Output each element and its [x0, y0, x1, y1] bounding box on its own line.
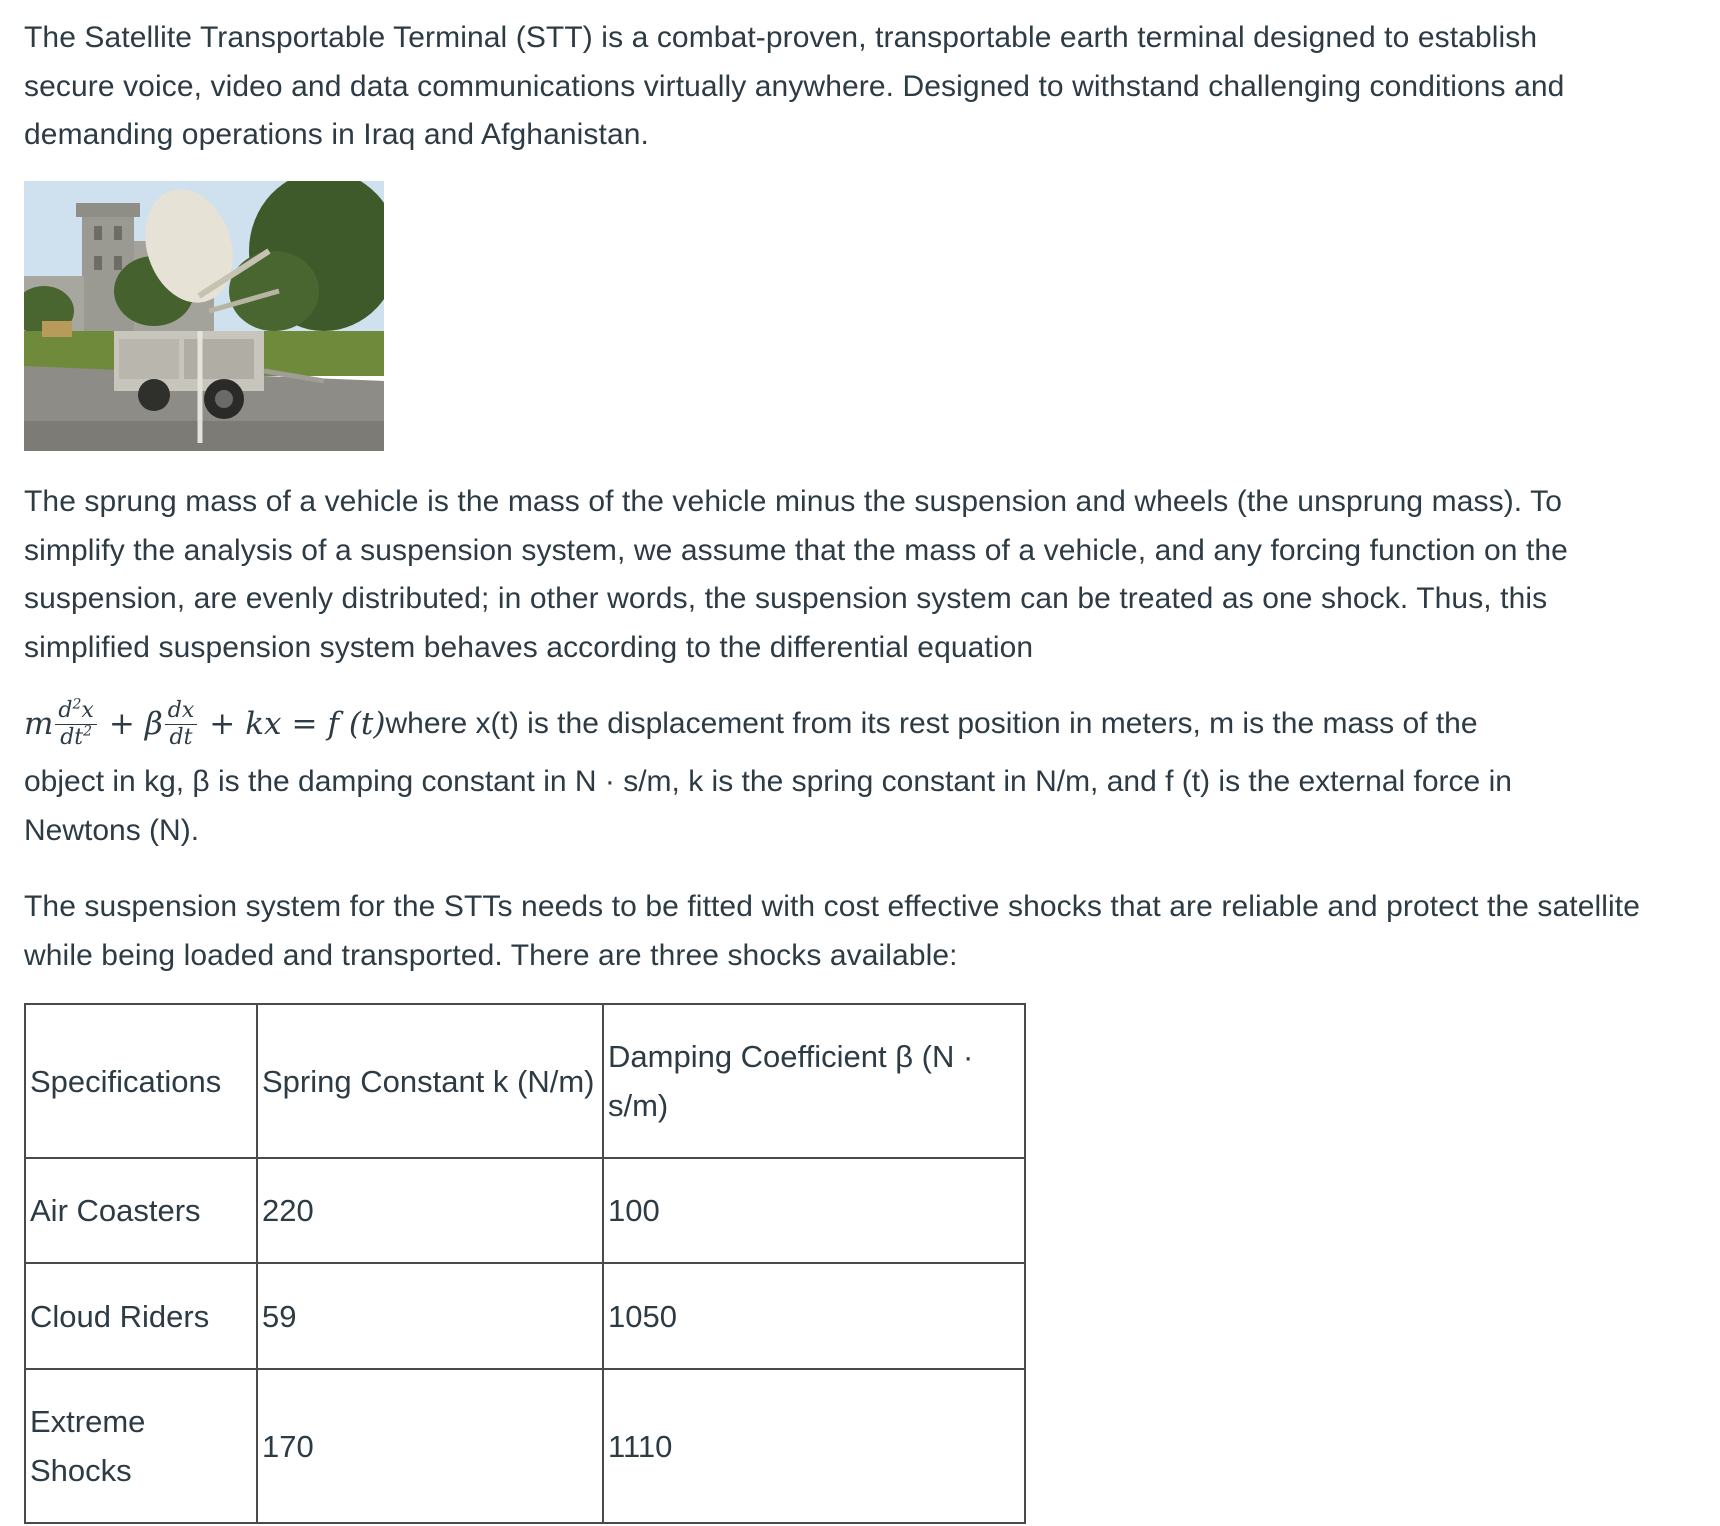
table-row — [25, 1369, 1025, 1523]
table-header-row — [25, 1004, 1025, 1158]
damping-coefficient-value: 100 — [603, 1158, 1025, 1263]
header-specifications: Specifications — [25, 1004, 257, 1158]
first-derivative-fraction — [165, 697, 198, 750]
eq-plus-1: + — [108, 705, 135, 742]
intro-paragraph: The Satellite Transportable Terminal (STT) is a combat-proven, transportable earth terminal designed to establish secure voice, video and data communications virtually anywhere. Designed to withstand challenging conditions and demanding operations in Iraq and Afghanistan. — [24, 21, 1565, 151]
eq-d2-num-x: x — [81, 697, 94, 723]
damping-coefficient-value: 1110 — [603, 1369, 1025, 1523]
differential-equation-block — [24, 690, 1634, 855]
second-derivative-fraction — [55, 696, 96, 750]
shocks-available-paragraph: The suspension system for the STTs needs to be fitted with cost effective shocks that are reliable and protect the satellite while being loaded and transported. There are three shocks available: — [24, 890, 1641, 972]
eq-equals: = — [291, 705, 318, 742]
eq-forcing-term: f (t) — [327, 705, 386, 742]
eq-d2-num-sup: 2 — [72, 696, 82, 713]
satellite-dish-trailer-photo — [24, 181, 384, 451]
spring-constant-value: 220 — [257, 1158, 603, 1263]
eq-dx-num: dx — [165, 700, 198, 725]
spring-constant-value: 59 — [257, 1263, 603, 1369]
damping-coefficient-value: 1050 — [603, 1263, 1025, 1369]
table-row — [25, 1158, 1025, 1263]
equation-line — [24, 690, 1634, 758]
eq-mass-symbol: m — [24, 705, 54, 742]
shock-name: Cloud Riders — [25, 1263, 257, 1369]
spring-constant-value: 170 — [257, 1369, 603, 1523]
equation-explanation-rest: object in kg, β is the damping constant in N · s/m, k is the spring constant in N/m, and f (t) is the external force in Newtons (N). — [24, 765, 1512, 847]
eq-kx-term: kx — [245, 705, 282, 742]
eq-beta-symbol: β — [144, 705, 163, 742]
shock-name: Extreme Shocks — [25, 1369, 257, 1523]
differential-equation — [24, 696, 386, 750]
eq-plus-2: + — [209, 705, 236, 742]
eq-d2-den: dt — [60, 724, 84, 750]
header-spring-constant: Spring Constant k (N/m) — [257, 1004, 603, 1158]
eq-d2-den-sup: 2 — [83, 723, 93, 740]
table-row — [25, 1263, 1025, 1369]
sprung-mass-paragraph: The sprung mass of a vehicle is the mass of the vehicle minus the suspension and wheels (the unsprung mass). To simplify the analysis of a suspension system, we assume that the mass of a vehicle, and any forcing function on the suspension, are evenly distributed; in other words, the suspension system can be treated as one shock. Thus, this simplified suspension system behaves according to the differential equation — [24, 485, 1568, 664]
equation-explanation-line1: where x(t) is the displacement from its rest position in meters, m is the mass of the — [385, 706, 1478, 740]
eq-dx-den: dt — [169, 724, 193, 750]
eq-d2-num: d — [58, 697, 73, 723]
shock-name: Air Coasters — [25, 1158, 257, 1263]
header-damping-coefficient: Damping Coefficient β (N · s/m) — [603, 1004, 1025, 1158]
shock-specifications-table — [24, 1003, 1026, 1524]
